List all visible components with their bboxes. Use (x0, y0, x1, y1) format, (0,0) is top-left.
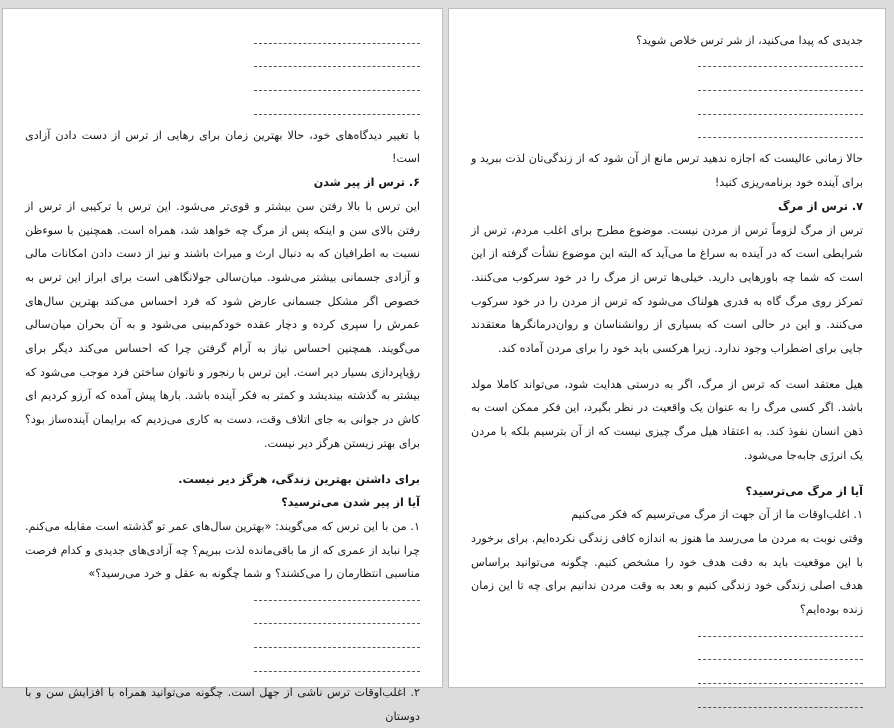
paragraph: ۲. اغلب‌اوقات ترس ناشی از جهل است. چگونه می‌توانید همراه با افزایش سن و با دوستان (25, 685, 420, 723)
paragraph: هیل معتقد است که ترس از مرگ، اگر به درستی هدایت شود، می‌تواند کاملا مولد باشد. اگر کسی مرگ را به عنوان یک واقعیت در نظر بگیرد، این فکر ممکن است به ذهن انسان نفوذ کند. به اعتقاد هیل مرگ چیزی نیست که از آن بترسیم بلکه با مردن یک انرژی جابه‌جا می‌شود. (471, 377, 863, 462)
answer-blank-line (698, 115, 863, 139)
answer-blank-line (698, 613, 863, 637)
section-heading: آیا از پیر شدن می‌ترسید؟ (281, 496, 420, 510)
paragraph: ۱. من با این ترس که می‌گویند: «بهترین سال‌های عمر تو گذشته است مقابله می‌کنم. چرا نباید از عمری که از ما باقی‌مانده لذت ببریم؟ چه آزادی‌های جدیدی و کدام فرصت مناسبی انتظارمان را می‌کشند؟ و شما چگونه به عقل و خرد می‌رسید؟» (25, 520, 420, 581)
answer-blank-line (254, 624, 420, 648)
answer-blank-line (698, 684, 863, 708)
document-page-left (2, 8, 443, 723)
answer-blank-line (698, 67, 863, 91)
page-content (471, 29, 863, 717)
paragraph-gap (471, 361, 863, 373)
answer-blank-line (254, 648, 420, 672)
section-heading: ۶. ترس از پیر شدن (313, 176, 420, 190)
paragraph-gap (25, 456, 420, 468)
answer-blank-line (254, 20, 420, 44)
paragraph: ۱. اغلب‌اوقات ما از آن جهت از مرگ می‌ترسیم که فکر می‌کنیم (571, 508, 863, 522)
page-content (25, 29, 420, 728)
section-heading: آیا از مرگ می‌ترسید؟ (745, 484, 863, 498)
paragraph: ترس از مرگ لزوماً ترس از مردن نیست. موضوع مطرح برای اغلب مردم، ترس از شرایطی است که در آینده به سراغ ما می‌آید که البته این موضوع نشأت گرفته از این است که شما چه باورهایی دارید. خیلی‌ها ترس از مرگ را در خود سرکوب می‌کنند. تمرکز روی مرگ گاه به قدری هولناک می‌شود که ترس از مردن را در خود سرکوب می‌کنند. و این در حالی است که بسیاری از روانشناسان و روان‌درمانگرها معتقدند جایی برای اضطراب وجود ندارد. زیرا هرکسی باید خود را برای مردن آماده کند. (471, 223, 863, 356)
answer-blank-line (254, 67, 420, 91)
section-heading: ۷. ترس از مرگ (778, 199, 863, 213)
paragraph: با تغییر دیدگاه‌های خود، حالا بهترین زمان برای رهایی از ترس از دست دادن آزادی است! (25, 128, 420, 166)
answer-blank-line (698, 637, 863, 661)
paragraph: این ترس با بالا رفتن سن بیشتر و قوی‌تر می‌شود. این ترس با ترکیبی از ترس از رفتن بالای سن و اینکه پس از مرگ چه خواهد شد، همراه است. همچنین با سوءظن نسبت به اطرافیان که به دنبال ارث و میراث باشند و نیز از دست دادن امکانات مالی و آزادی جسمانی بیشتر می‌شود. میان‌سالی جولانگاهی است برای ابراز این ترس به خصوص اگر مشکل جسمانی عارض شود که فرد احساس می‌کند بهترین سال‌های عمرش را سپری کرده و دچار عقده خودکم‌بینی می‌شود و به آن بحران میان‌سالی می‌گویند. همچنین احساس نیاز به آرام گرفتن چرا که احساس می‌کند دیگر برای رؤیاپردازی بسیار دیر است. این ترس با رنجور و ناتوان ساختن فرد موجب می‌شود که بیشتر به گذشته بیندیشد و کمتر به فکر آینده باشد. بارها پیش آمده که آرزو کردیم ای کاش در جوانی به جای اتلاف وقت، دست به کاری می‌زدیم که برایمان آینده‌ساز بود؟ برای بهتر زیستن هرگز دیر نیست. (25, 199, 420, 450)
document-page-right (448, 8, 886, 688)
answer-blank-line (698, 91, 863, 115)
answer-blank-line (254, 577, 420, 601)
paragraph: جدیدی که پیدا می‌کنید، از شر ترس خلاص شوید؟ (636, 34, 863, 47)
section-heading: برای داشتن بهترین زندگی، هرگز دیر نیست. (178, 472, 420, 486)
answer-blank-line (254, 91, 420, 115)
answer-blank-line (698, 44, 863, 68)
answer-blank-line (254, 44, 420, 68)
answer-blank-line (698, 660, 863, 684)
paragraph: وقتی نوبت به مردن ما می‌رسد ما هنوز به اندازه کافی زندگی نکرده‌ایم. برای برخورد با این موقعیت باید به دقت هدف خود را مشخص کنیم. چگونه می‌توانید براساس هدف اصلی زندگی خود زندگی کنیم و بعد به وقت مردن ندانیم برای چه تا این زمان زنده بوده‌ایم؟ (471, 532, 863, 617)
paragraph: حالا زمانی عالیست که اجازه ندهید ترس مانع از آن شود که از زندگی‌تان لذت ببرید و برای آینده خود برنامه‌ریزی کنید! (471, 152, 863, 190)
paragraph-gap (471, 468, 863, 480)
answer-blank-line (254, 601, 420, 625)
